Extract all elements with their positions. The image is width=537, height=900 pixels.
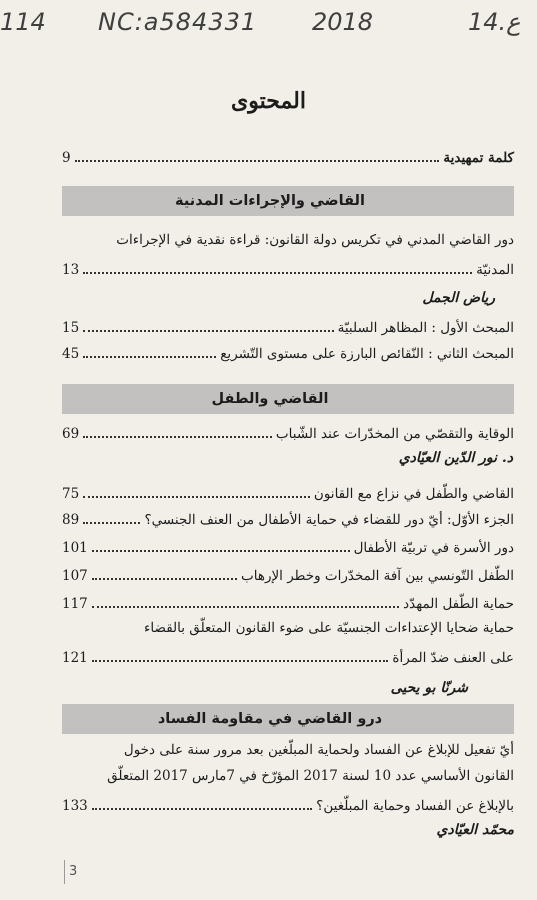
- page-title: المحتوى: [231, 88, 306, 114]
- toc-entry[interactable]: [62, 794, 514, 814]
- toc-entry-intro[interactable]: [62, 146, 514, 166]
- author-name: رياض الجمل: [422, 290, 495, 306]
- toc-page-number: 101: [62, 540, 88, 556]
- toc-entry-line[interactable]: دور القاضي المدني في تكريس دولة القانون: قراءة نقدية في الإجراءات: [116, 232, 514, 248]
- toc-page-number: 13: [62, 262, 80, 278]
- toc-entry[interactable]: [62, 316, 514, 336]
- toc-entry[interactable]: [62, 422, 514, 442]
- toc-entry-label: بالإبلاغ عن الفساد وحماية المبلّغين؟: [316, 798, 514, 814]
- toc-page-number: 9: [62, 150, 71, 166]
- toc-leader-dots: [75, 160, 440, 162]
- toc-entry[interactable]: [62, 258, 514, 278]
- toc-leader-dots: [92, 578, 237, 580]
- toc-leader-dots: [92, 808, 312, 810]
- toc-entry[interactable]: [62, 592, 514, 612]
- toc-entry-line[interactable]: أيّ تفعيل للإبلاغ عن الفساد ولحماية المبلّغين بعد مرور سنة على دخول: [123, 742, 514, 758]
- toc-entry-label: المدنيّة: [476, 262, 514, 278]
- toc-leader-dots: [83, 496, 310, 498]
- author-name: د. نور الدّين العيّادي: [398, 450, 513, 466]
- section-header: [62, 384, 514, 414]
- toc-page-number: 133: [62, 798, 88, 814]
- toc-entry-label: حماية الطّفل المهدّد: [403, 596, 514, 612]
- toc-page-number: 75: [62, 486, 80, 502]
- toc-leader-dots: [83, 272, 472, 274]
- toc-page-number: 107: [62, 568, 88, 584]
- toc-leader-dots: [83, 330, 333, 332]
- library-handwritten-marks: [0, 8, 537, 42]
- section-title: القاضي والإجراءات المدنية: [175, 193, 365, 209]
- toc-entry-line[interactable]: حماية ضحايا الإعتداءات الجنسيّة على ضوء القانون المتعلّق بالقضاء: [144, 620, 514, 636]
- toc-entry[interactable]: [62, 536, 514, 556]
- toc-page-number: 121: [62, 650, 88, 666]
- toc-entry-label: الطّفل التّونسي بين آفة المخدّرات وخطر الإرهاب: [241, 568, 514, 584]
- toc-leader-dots: [92, 606, 399, 608]
- section-header: [62, 186, 514, 216]
- toc-leader-dots: [83, 356, 216, 358]
- toc-page-number: 15: [62, 320, 80, 336]
- toc-entry-label: الوقاية والتقصّي من المخدّرات عند الشّباب: [275, 426, 514, 442]
- page-number: 3: [64, 860, 89, 884]
- section-title: القاضي والطفل: [211, 391, 329, 407]
- handwritten-number: 114: [0, 8, 46, 36]
- toc-entry-line[interactable]: القانون الأساسي عدد 10 لسنة 2017 المؤرّخ في 7مارس 2017 المتعلّق: [107, 768, 514, 784]
- toc-entry[interactable]: [62, 564, 514, 584]
- toc-entry-label: المبحث الثاني : النّقائص البارزة على مستوى التّشريع: [220, 346, 514, 362]
- toc-entry[interactable]: [62, 646, 514, 666]
- toc-entry-label: كلمة تمهيدية: [443, 150, 514, 166]
- toc-page-number: 117: [62, 596, 88, 612]
- toc-page-number: 89: [62, 512, 80, 528]
- toc-entry[interactable]: [62, 482, 514, 502]
- toc-entry-label: القاضي والطّفل في نزاع مع القانون: [313, 486, 514, 502]
- handwritten-year: 2018: [312, 8, 374, 36]
- toc-leader-dots: [92, 660, 389, 662]
- handwritten-shelf-mark: 14.ع: [468, 8, 521, 36]
- author-name: شرنّا بو يحيى: [390, 680, 468, 696]
- toc-entry[interactable]: [62, 508, 514, 528]
- author-name: محمّد العيّادي: [436, 822, 514, 838]
- toc-leader-dots: [83, 522, 140, 524]
- handwritten-nc-code: NC:a584331: [98, 8, 258, 36]
- toc-page-number: 69: [62, 426, 80, 442]
- toc-leader-dots: [92, 550, 350, 552]
- toc-leader-dots: [83, 436, 272, 438]
- toc-page-number: 45: [62, 346, 80, 362]
- section-header: [62, 704, 514, 734]
- toc-entry-label: على العنف ضدّ المرأة: [392, 650, 514, 666]
- toc-entry-label: دور الأسرة في تربيّة الأطفال: [353, 540, 514, 556]
- section-title: درو القاضي في مقاومة الفساد: [157, 711, 383, 727]
- toc-entry-label: المبحث الأول : المظاهر السلبيّة: [337, 320, 514, 336]
- toc-entry-label: الجزء الأوّل: أيّ دور للقضاء في حماية الأطفال من العنف الجنسي؟: [144, 512, 514, 528]
- toc-entry[interactable]: [62, 342, 514, 362]
